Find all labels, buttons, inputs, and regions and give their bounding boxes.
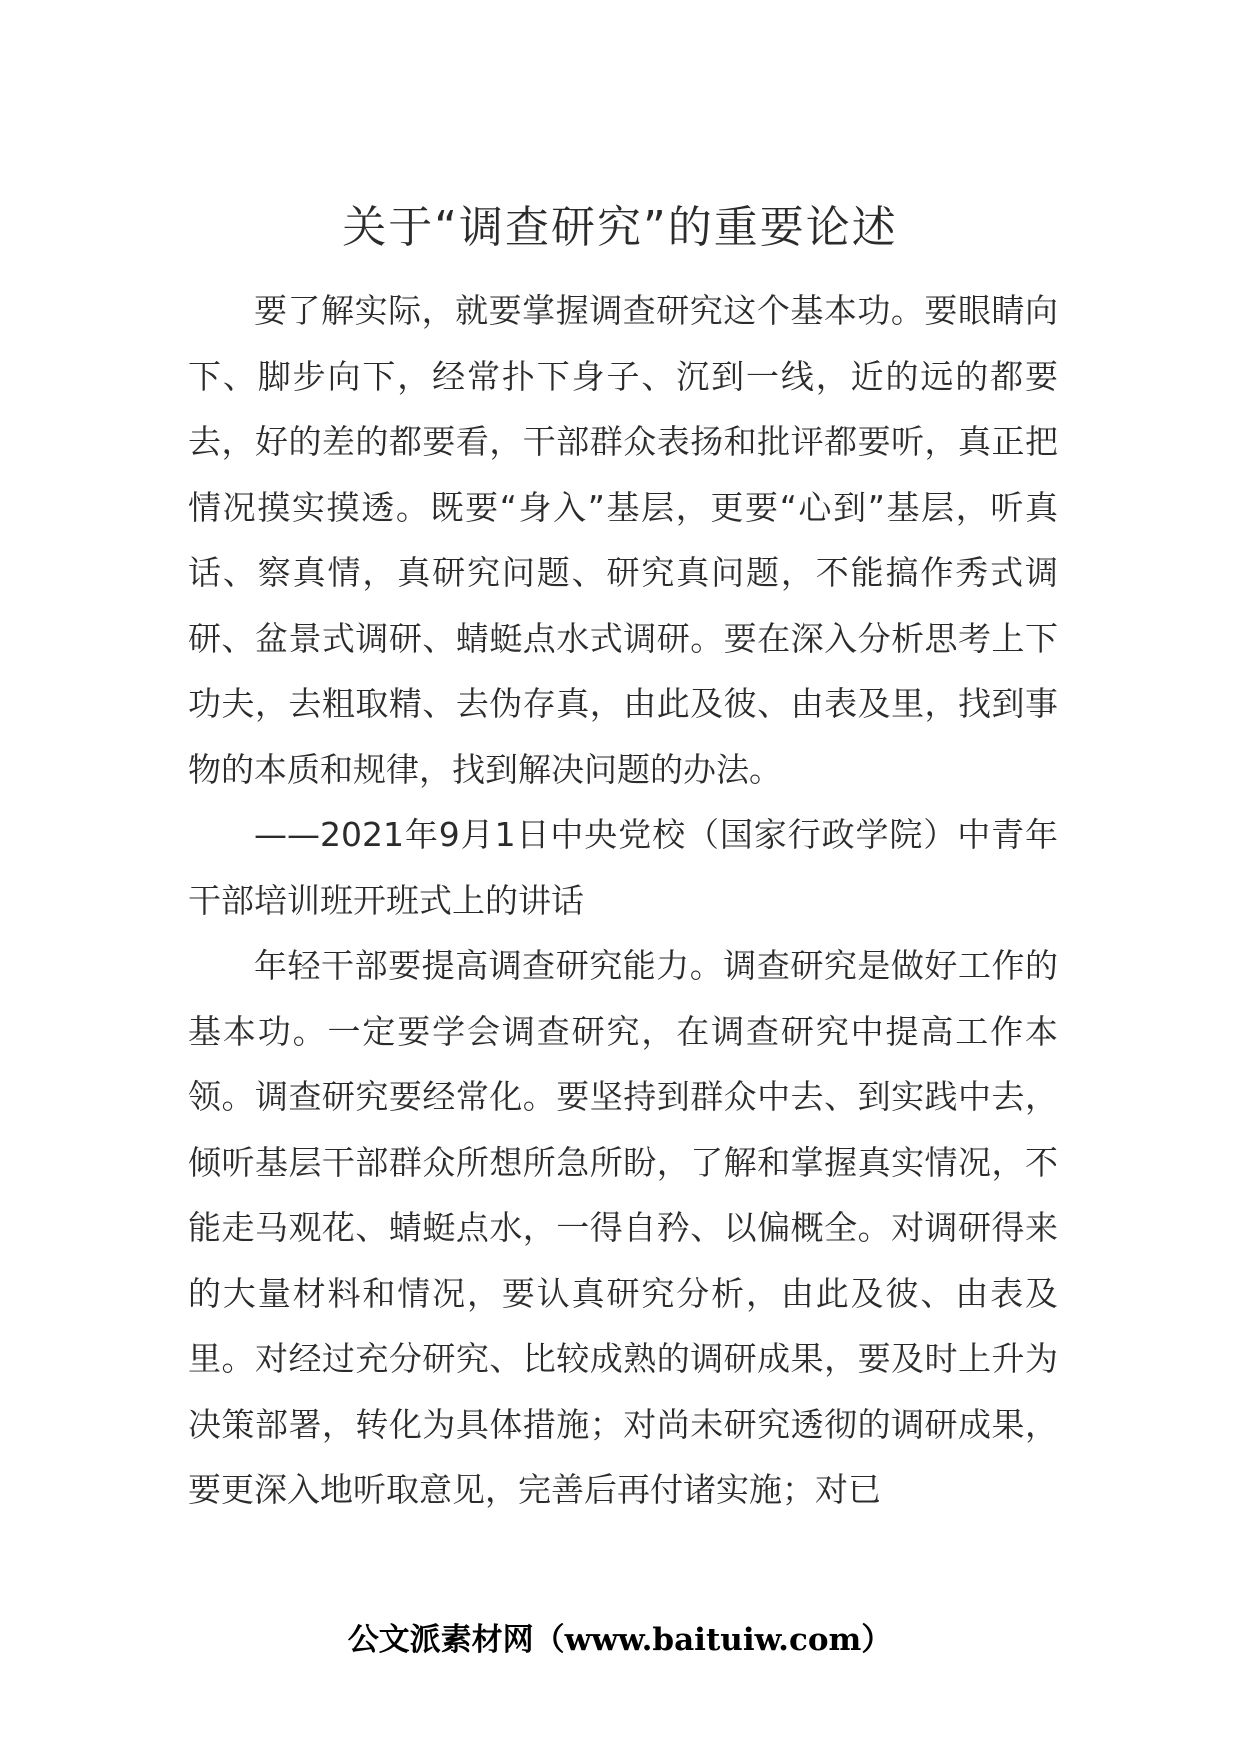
paragraph-2: 年轻干部要提高调查研究能力。调查研究是做好工作的基本功。一定要学会调查研究，在调查研究中提高工作本领。调查研究要经常化。要坚持到群众中去、到实践中去，倾听基层干部群众所想所急所盼，了解和掌握真实情况，不能走马观花、蜻蜓点水，一得自矜、以偏概全。对调研得来的大量材料和情况，要认真研究分析，由此及彼、由表及里。对经过充分研究、比较成熟的调研成果，要及时上升为决策部署，转化为具体措施；对尚未研究透彻的调研成果，要更深入地听取意见，完善后再付诸实施；对已 (188, 946, 1058, 1509)
document-body (188, 278, 1058, 1523)
paragraph-source: ——2021年9月1日中央党校（国家行政学院）中青年干部培训班开班式上的讲话 (188, 815, 1058, 920)
document-title: 关于“调查研究”的重要论述 (342, 202, 898, 253)
paragraph-1: 要了解实际，就要掌握调查研究这个基本功。要眼睛向下、脚步向下，经常扑下身子、沉到一线，近的远的都要去，好的差的都要看，干部群众表扬和批评都要听，真正把情况摸实摸透。既要“身入”基层，更要“心到”基层，听真话、察真情，真研究问题、研究真问题，不能搞作秀式调研、盆景式调研、蜻蜓点水式调研。要在深入分析思考上下功夫，去粗取精、去伪存真，由此及彼、由表及里，找到事物的本质和规律，找到解决问题的办法。 (188, 291, 1058, 789)
footer-watermark: 公文派素材网（www.baituiw.com） (347, 1622, 893, 1658)
